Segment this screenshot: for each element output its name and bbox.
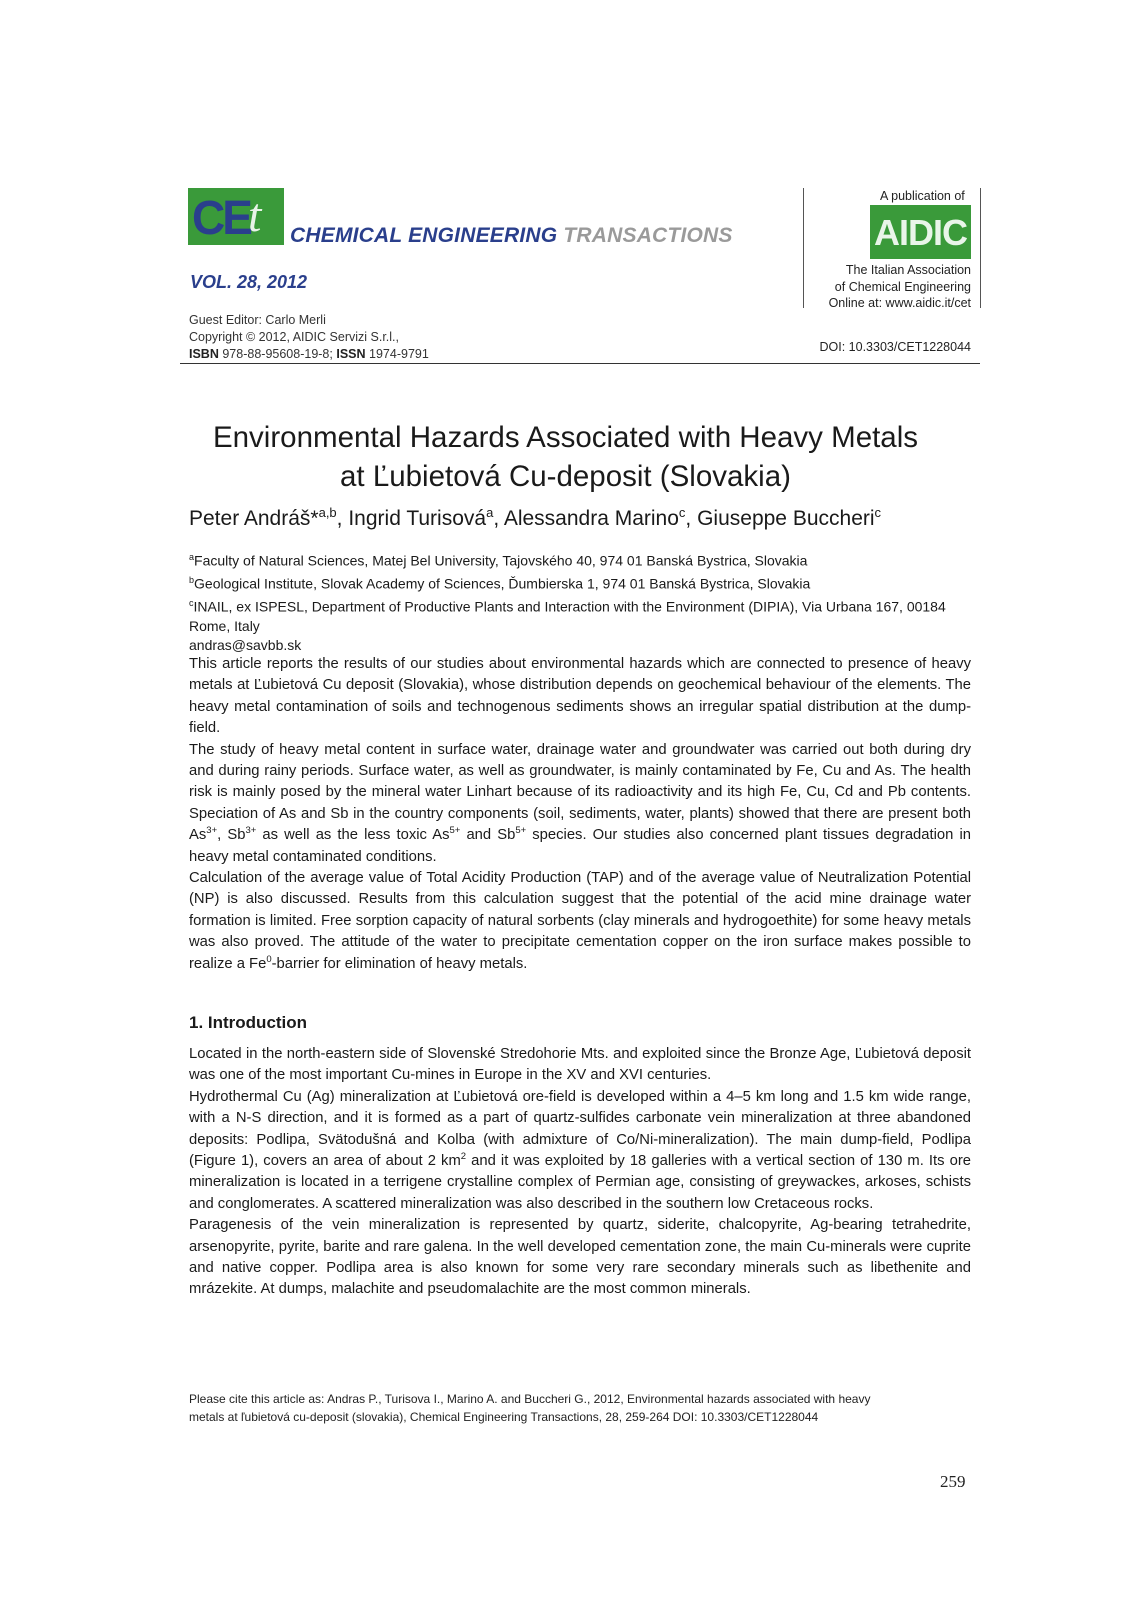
assoc-line3: Online at: www.aidic.it/cet [828,296,971,310]
author-affil-mark: c [678,505,686,520]
superscript: 2 [460,1151,467,1163]
superscript: 5+ [515,825,527,837]
affiliation-mark: b [189,574,195,585]
author-email: andras@savbb.sk [189,637,302,654]
title-line1: Environmental Hazards Associated with Heavy Metals [212,421,919,454]
header-rule [180,363,980,364]
intro-paragraph [189,1087,971,1215]
page-number: 259 [940,1472,966,1491]
affiliation-text: Geological Institute, Slovak Academy of Sciences, Ďumbierska 1, 974 01 Banská Bystrica, Slovakia [194,575,811,592]
citation-note [189,1390,979,1426]
affiliation-mark: c [189,597,194,608]
author-name: Peter Andráš* [189,507,319,530]
isbn-issn [189,346,429,363]
article-title [150,418,981,496]
superscript: 3+ [206,825,218,837]
editorial-info [189,312,429,363]
title-line2: at Ľubietová Cu-deposit (Slovakia) [340,460,791,493]
text-run: and it was exploited by 18 galleries with a vertical section of 130 m. Its ore mineralization is located in a terrigene crystalline complex of Permian age, consisting of greywackes, arkoses, schists and conglomerates. A scattered mineralization was also described in the southern low Cretaceous rocks. [189,1153,971,1212]
affiliations [189,548,979,655]
author-name: Ingrid Turisová [348,507,487,530]
header-divider-left [803,188,804,308]
citation-line1: Please cite this article as: Andras P., Turisova I., Marino A. and Buccheri G., 2012, Environmental hazards associated with heavy [189,1392,871,1406]
issn-value: 1974-9791 [369,347,429,361]
introduction [189,1044,971,1301]
author-sep: , [685,507,698,530]
text-run: The study of heavy metal content in surface water, drainage water and groundwater was carried out both during dry and during rainy periods. Surface water, as well as groundwater, is mainly contaminated by Fe, Cu and As. The health risk is mainly posed by the mineral water Linhart because of its radioactivity and its high Fe, Cu, Cd and Pb contents. Speciation of As and Sb in the country components (soil, sediments, water, plants) showed that there are present both As [189,741,971,844]
affiliation [189,594,979,636]
citation-line2: metals at ľubietová cu-deposit (slovakia), Chemical Engineering Transactions, 28, 259-264 DOI: 10.3303/CET1228044 [189,1410,819,1424]
volume-label: VOL. 28, 2012 [190,272,308,292]
issn-label: ISSN [336,347,366,361]
abstract-paragraph [189,868,971,975]
author-affil-mark: a [486,505,494,520]
author-sep: , [493,507,504,530]
guest-editor: Guest Editor: Carlo Merli [189,313,326,327]
superscript: 5+ [449,825,461,837]
intro-paragraph: Paragenesis of the vein mineralization is represented by quartz, siderite, chalcopyrite, Ag-bearing tetrahedrite, arsenopyrite, pyrite, barite and rare galena. In the well developed cementation zone, the main Cu-minerals were cuprite and native copper. Podlipa area is also known for some very rare secondary minerals such as libethenite and mrázekite. At dumps, malachite and pseudomalachite are the most common minerals. [189,1217,971,1298]
affiliation-text: INAIL, ex ISPESL, Department of Productive Plants and Interaction with the Environment (DIPIA), Via Urbana 167, 00184 Rome, Italy [189,598,946,634]
doi-header: DOI: 10.3303/CET1228044 [819,340,971,354]
intro-paragraph: Located in the north-eastern side of Slovenské Stredohorie Mts. and exploited since the Bronze Age, Ľubietová deposit was one of the most important Cu-mines in Europe in the XV and XVI centuries. [189,1046,971,1084]
affiliation [189,571,979,594]
author-sep: , [336,507,349,530]
cet-logo [188,188,284,245]
journal-name-part2: TRANSACTIONS [563,224,733,247]
text-run: species. Our studies also concerned plant tissues degradation in heavy metal contaminated conditions. [189,827,971,865]
copyright: Copyright © 2012, AIDIC Servizi S.r.l., [189,330,399,344]
author-name: Alessandra Marino [503,507,679,530]
superscript: 3+ [245,825,257,837]
text-run: -barrier for elimination of heavy metals. [271,955,528,972]
section-heading: 1. Introduction [189,1013,308,1032]
superscript: 0 [266,953,272,965]
text-run: Hydrothermal Cu (Ag) mineralization at Ľubietová ore-field is developed within a 4–5 km long and 1.5 km wide range, with a N-S direction, and it is formed as a part of quartz-sulfides carbonate vein mineralization at three abandoned deposits: Podlipa, Svätodušná and Kolba (with admixture of Co/Ni-mineralization). The main dump-field, Podlipa (Figure 1), covers an area of about 2 km [189,1088,971,1170]
isbn-label: ISBN [189,347,219,361]
text-run: and Sb [460,827,516,844]
journal-name-part1: CHEMICAL ENGINEERING [290,224,558,247]
assoc-line1: The Italian Association [845,263,971,277]
author-list [189,505,881,531]
text-run: Calculation of the average value of Total Acidity Production (TAP) and of the average value of Neutralization Potential (NP) is also discussed. Results from this calculation suggest that the potential of the acid mine drainage water formation is limited. Free sorption capacity of natural sorbents (clay minerals and hydrogoethite) for some heavy metals was also proved. The attitude of the water to precipitate cementation copper on the iron surface makes possible to realize a Fe [189,870,971,972]
abstract-paragraph: This article reports the results of our studies about environmental hazards which are connected to presence of heavy metals at Ľubietová Cu deposit (Slovakia), whose distribution depends on geochemical behaviour of the elements. The heavy metal contamination of soils and technogenous sediments shows an irregular spatial distribution at the dump-field. [189,656,971,737]
author-affil-mark: c [874,505,882,520]
cet-logo-t: t [248,189,262,242]
aidic-association [808,262,971,312]
aidic-logo: AIDIC [870,205,971,259]
journal-name [290,224,733,248]
assoc-line2: of Chemical Engineering [834,279,971,294]
abstract [189,654,971,975]
cet-logo-ce: CE [192,189,250,245]
isbn-value: 978-88-95608-19-8; [222,347,333,361]
abstract-paragraph [189,740,971,868]
text-run: , Sb [217,827,246,844]
text-run: as well as the less toxic As [256,827,450,844]
affiliation-text: Faculty of Natural Sciences, Matej Bel University, Tajovského 40, 974 01 Banská Bystrica, Slovakia [194,552,808,569]
author-affil-mark: a,b [318,505,337,520]
publication-of: A publication of [880,189,965,203]
affiliation-mark: a [189,552,195,562]
author-name: Giuseppe Buccheri [697,507,875,530]
header-divider-right [980,188,981,308]
affiliation [189,548,979,571]
